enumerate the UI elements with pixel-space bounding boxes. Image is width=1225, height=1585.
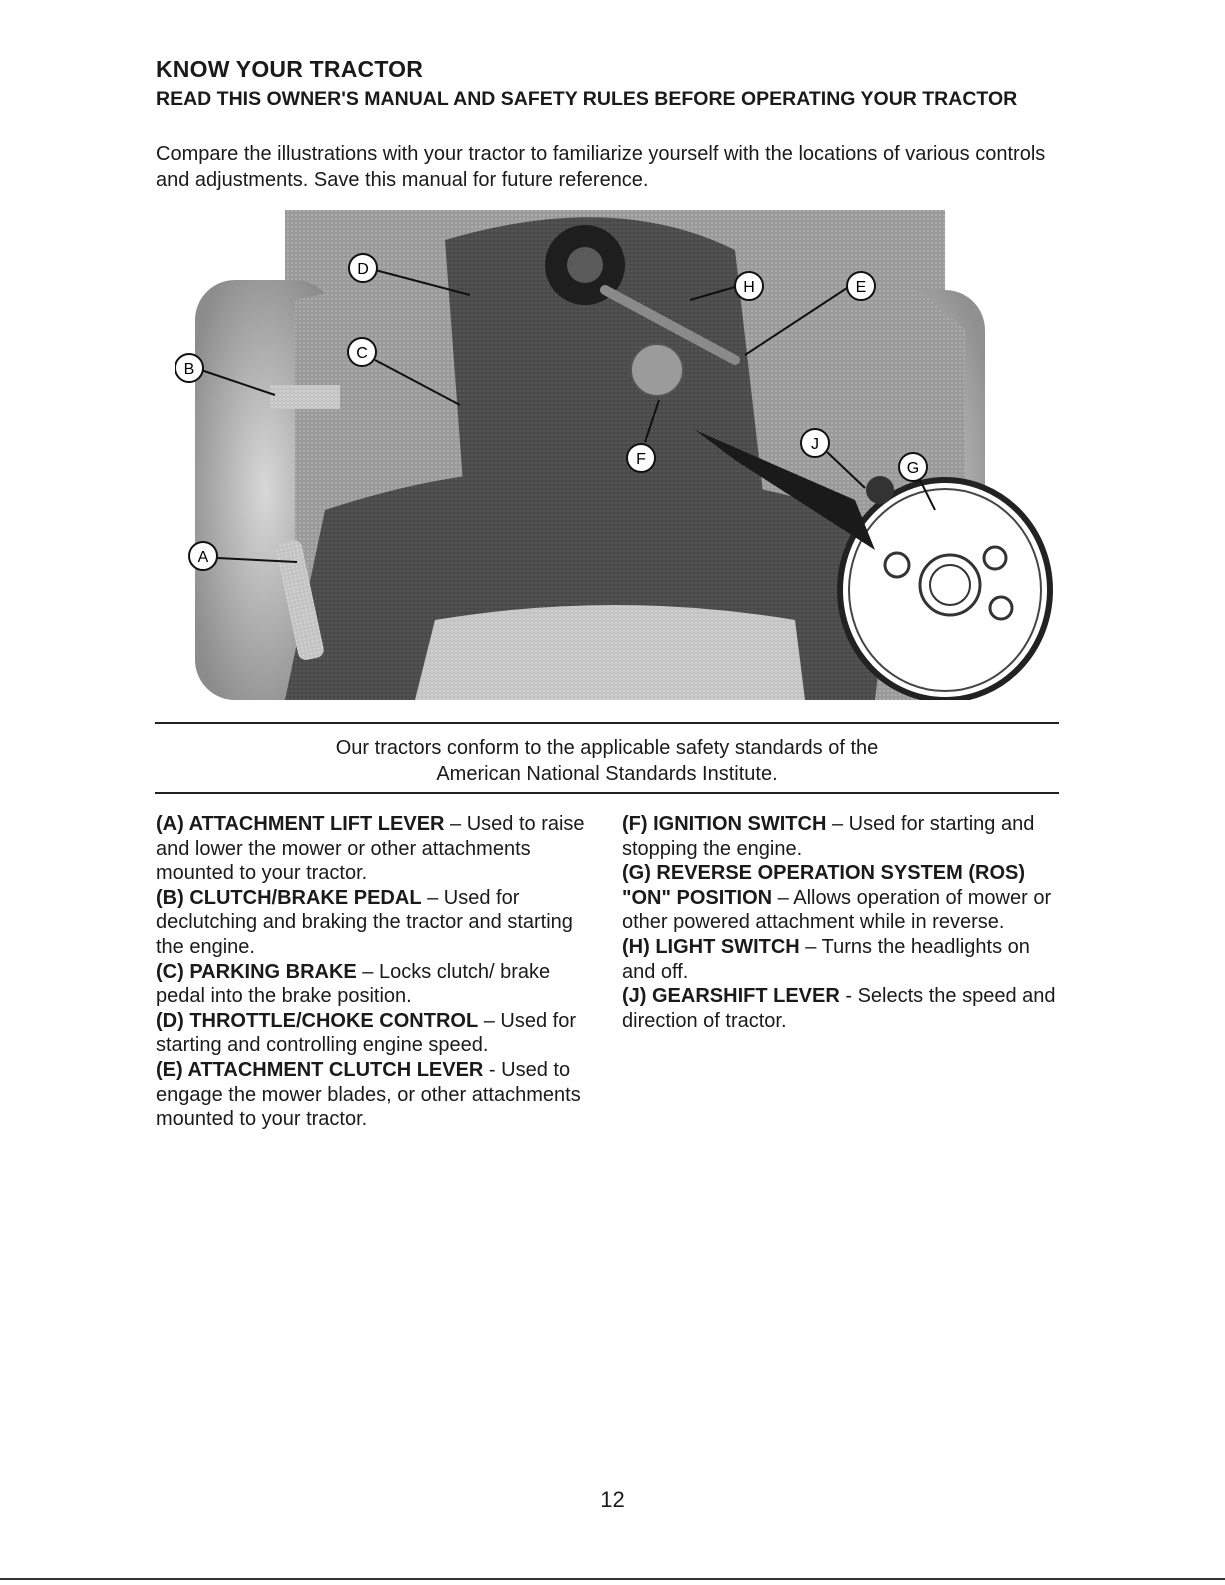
svg-text:F: F <box>636 451 646 468</box>
page-bottom-edge <box>0 1578 1225 1580</box>
svg-text:G: G <box>906 460 920 477</box>
svg-text:J: J <box>811 436 819 453</box>
control-entry-c: (C) PARKING BRAKE – Locks clutch/ brake pedal into the brake position. <box>156 960 551 1008</box>
intro-paragraph: Compare the illustrations with your tractor to familiarize yourself with the locations of various controls and adjustments. Save this manual for future reference. <box>156 143 1046 191</box>
svg-text:D: D <box>357 261 369 278</box>
callout-c <box>348 338 376 366</box>
callout-f <box>627 444 655 472</box>
control-entry-h: (H) LIGHT SWITCH – Turns the headlights on and off. <box>622 935 1030 983</box>
svg-text:A: A <box>197 549 209 566</box>
standards-notice-line2: American National Standards Institute. <box>436 763 778 785</box>
callout-j <box>801 429 829 457</box>
svg-text:H: H <box>743 279 755 296</box>
svg-text:C: C <box>356 345 368 362</box>
control-entry-b: (B) CLUTCH/BRAKE PEDAL – Used for declutching and braking the tractor and starting the engine. <box>156 886 573 958</box>
control-entry-j: (J) GEARSHIFT LEVER - Selects the speed and direction of tractor. <box>622 985 1056 1032</box>
page-number: 12 <box>600 1487 625 1512</box>
svg-text:E: E <box>855 279 867 296</box>
tractor-controls-illustration <box>175 210 1055 700</box>
callout-b <box>175 354 203 382</box>
controls-column-right <box>622 812 1062 1033</box>
callout-e <box>847 272 875 300</box>
callout-h <box>735 272 763 300</box>
control-entry-f: (F) IGNITION SWITCH – Used for starting and stopping the engine. <box>622 813 1035 860</box>
divider-top <box>155 722 1059 724</box>
control-entry-d: (D) THROTTLE/CHOKE CONTROL – Used for starting and controlling engine speed. <box>156 1009 577 1057</box>
callout-a <box>189 542 217 570</box>
ignition-switch-detail <box>840 480 1050 700</box>
control-entry-e: (E) ATTACHMENT CLUTCH LEVER - Used to engage the mower blades, or other attachments mounted to your tractor. <box>156 1058 581 1131</box>
divider-bottom <box>155 792 1059 794</box>
callout-d <box>349 254 377 282</box>
callout-g <box>899 453 927 481</box>
control-entry-a: (A) ATTACHMENT LIFT LEVER – Used to raise and lower the mower or other attachments mounted to your tractor. <box>156 813 585 885</box>
page-subtitle: READ THIS OWNER'S MANUAL AND SAFETY RULES BEFORE OPERATING YOUR TRACTOR <box>156 88 1018 110</box>
control-entry-g: (G) REVERSE OPERATION SYSTEM (ROS) "ON" POSITION – Allows operation of mower or other powered attachment while in reverse. <box>622 862 1052 934</box>
svg-text:B: B <box>183 361 195 378</box>
standards-notice <box>155 735 1059 787</box>
page-title: KNOW YOUR TRACTOR <box>156 56 424 82</box>
controls-column-left <box>156 812 596 1132</box>
standards-notice-line1: Our tractors conform to the applicable safety standards of the <box>335 737 879 759</box>
